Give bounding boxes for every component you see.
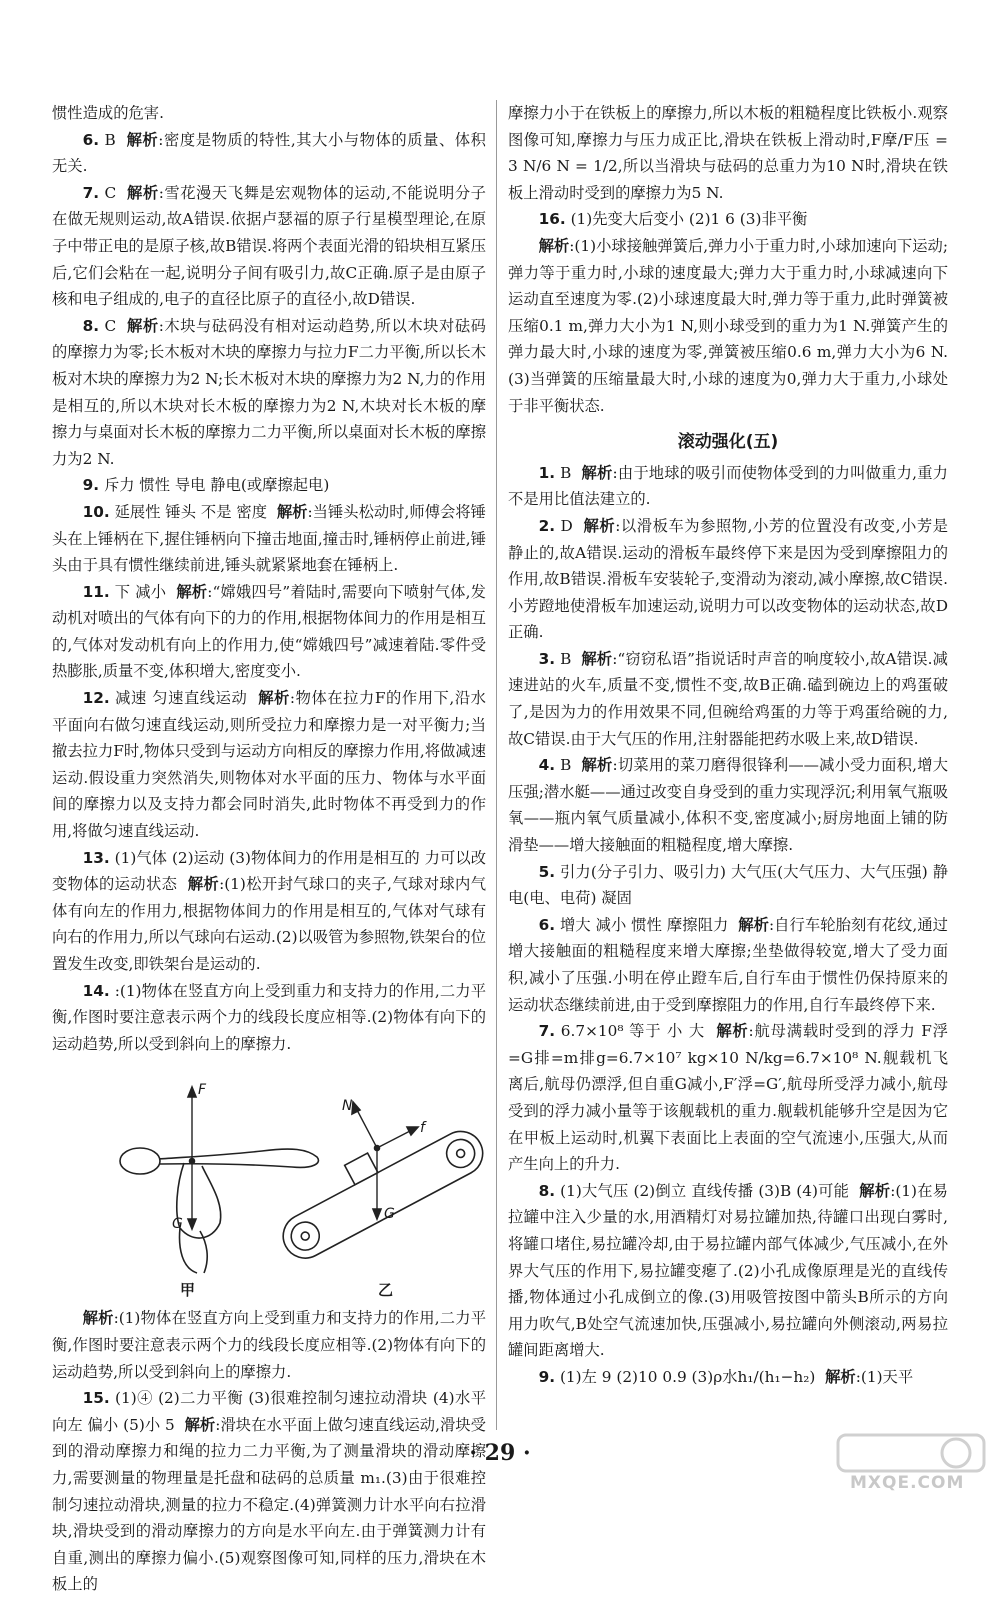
force-label-f: f: [420, 1120, 425, 1137]
force-diagram-figure: [52, 1063, 486, 1303]
right-column: [508, 100, 948, 1391]
page-number: · 29 ·: [469, 1440, 531, 1466]
answer-13: 13. (1)气体 (2)运动 (3)物体间力的作用是相互的 力可以改变物体的运动状态 解析:(1)松开封气球口的夹子,气球对球内气体有向左的作用力,根据物体间力的作用是相互的,气体对气球有向右的作用力,所以气球向右运动.(2)以吸管为参照物,铁架台的位置发生改变,即铁架台是运动的.: [52, 848, 486, 973]
force-label-F: F: [198, 1082, 207, 1099]
review-answer-5: 5. 引力(分子引力、吸引力) 大气压(大气压力、大气压强) 静电(电、电荷) 凝固: [508, 862, 948, 908]
force-diagrams-svg: [52, 1063, 486, 1303]
figure-caption-jia: 甲: [180, 1281, 196, 1300]
answer-16-analysis: 解析:(1)小球接触弹簧后,弹力小于重力时,小球加速向下运动;弹力等于重力时,小球的速度最大;弹力大于重力时,小球减速向下运动直至速度为零.(2)小球速度最大时,弹力等于重力,此时弹簧被压缩0.1 m,弹力大小为1 N,则小球受到的重力为1 N.弹簧产生的弹力最大时,小球的速度为零,弹簧被压缩0.6 m,弹力大小为6 N.(3)当弹簧的压缩量最大时,小球的速度为0,弹力大于重力,小球处于非平衡状态.: [508, 236, 948, 415]
paragraph: 惯性造成的危害.: [52, 104, 164, 122]
answer-11: 11. 下 减小 解析:“嫦娥四号”着陆时,需要向下喷射气体,发动机对喷出的气体有向下的力的作用,根据物体间力的作用是相互的,气体对发动机有向上的作用力,使“嫦娥四号”减速着陆.零件受热膨胀,质量不变,体积增大,密度变小.: [52, 582, 486, 681]
answer-16: 16. (1)先变大后变小 (2)1 6 (3)非平衡: [538, 210, 808, 229]
spoon-diagram: [120, 1087, 318, 1273]
fraction-formula: F摩/F压 = 3 N/6 N = 1/2: [508, 130, 948, 176]
review-answer-1: 1. B 解析:由于地球的吸引而使物体受到的力叫做重力,重力不是用比值法建立的.: [508, 463, 948, 509]
force-label-N: N: [342, 1098, 353, 1115]
left-column: [52, 100, 486, 1598]
paragraph: 摩擦力小于在铁板上的摩擦力,所以木板的粗糙程度比铁板小.观察图像可知,摩擦力与压力成正比,滑块在铁板上滑动时,F摩/F压 = 3 N/6 N = 1/2,所以当滑块与砝码的总重力为10 N时,滑块在铁板上滑动时受到的摩擦力为5 N.: [508, 104, 948, 202]
review-answer-8: 8. (1)大气压 (2)倒立 直线传播 (3)B (4)可能 解析:(1)在易拉罐中注入少量的水,用酒精灯对易拉罐加热,待罐口出现白雾时,将罐口堵住,易拉罐冷却,由于易拉罐内部气体减少,气压减小,在外界大气压的作用下,易拉罐变瘪了.(2)小孔成像原理是光的直线传播,物体通过小孔成倒立的像.(3)用吸管按图中箭头B所示的方向用力吹气,B处空气流速加快,压强减小,易拉罐向外侧滚动,两易拉罐间距离增大.: [508, 1181, 948, 1360]
review-answer-3: 3. B 解析:“窃窃私语”指说话时声音的响度较小,故A错误.减速进站的火车,质量不变,惯性不变,故B正确.磕到碗边上的鸡蛋破了,是因为力的作用效果不同,但碗给鸡蛋的力等于鸡蛋给碗的力,故C错误.由于大气压的作用,注射器能把药水吸上来,故D错误.: [508, 649, 948, 748]
section-title: 滚动强化(五): [677, 432, 779, 453]
review-answer-7: 7. 6.7×10⁸ 等于 小 大 解析:航母满载时受到的浮力 F浮=G排=m排g=6.7×10⁷ kg×10 N/kg=6.7×10⁸ N.舰载机飞离后,航母仍漂浮,但自重G减小,F′浮=G′,航母所受浮力减小,航母受到的浮力减小量等于该舰载机的重力.舰载机能够升空是因为它在甲板上运动时,机翼下表面比上表面的空气流速小,压强大,从而产生向上的升力.: [508, 1022, 948, 1174]
force-label-G-2: G: [384, 1206, 395, 1223]
watermark-logo: [836, 1431, 986, 1501]
review-answer-6: 6. 增大 减小 惯性 摩擦阻力 解析:自行车轮胎刻有花纹,通过增大接触面的粗糙程度来增大摩擦;坐垫做得较宽,增大了受力面积,减小了压强.小明在停止蹬车后,自行车由于惯性仍保持原来的运动状态继续前进,由于受到摩擦阻力的作用,自行车最终停下来.: [508, 915, 948, 1014]
answer-14-analysis: 解析:(1)物体在竖直方向上受到重力和支持力的作用,二力平衡,作图时要注意表示两个力的线段长度应相等.(2)物体有向下的运动趋势,所以受到斜向上的摩擦力.: [52, 1309, 486, 1381]
answer-10: 10. 延展性 锤头 不是 密度 解析:当锤头松动时,师傅会将锤头在上锤柄在下,握住锤柄向下撞击地面,撞击时,锤柄停止前进,锤头由于具有惯性继续前进,锤头就紧紧地套在锤柄上.: [52, 502, 486, 575]
force-label-G: G: [172, 1216, 183, 1233]
column-divider: [496, 100, 497, 1430]
review-answer-2: 2. D 解析:以滑板车为参照物,小芳的位置没有改变,小芳是静止的,故A错误.运动的滑板车最终停下来是因为受到摩擦阻力的作用,故B错误.滑板车安装轮子,变滑动为滚动,减小摩擦,故C错误.小芳蹬地使滑板车加速运动,说明力可以改变物体的运动状态,故D正确.: [508, 516, 948, 642]
review-answer-9: 9. (1)左 9 (2)10 0.9 (3)ρ水h₁/(h₁−h₂) 解析:(1)天平: [538, 1367, 914, 1386]
answer-8: 8. C 解析:木块与砝码没有相对运动趋势,所以木块对砝码的摩擦力为零;长木板对木块的摩擦力与拉力F二力平衡,所以长木板对木块的摩擦力为2 N;长木板对木块的摩擦力为2 N,力的作用是相互的,所以木块对长木板的摩擦力为2 N,木块对长木板的摩擦力与桌面对长木板的摩擦力二力平衡,所以桌面对长木板的摩擦力为2 N.: [52, 316, 486, 468]
review-answer-4: 4. B 解析:切菜用的菜刀磨得很锋利——减小受力面积,增大压强;潜水艇——通过改变自身受到的重力实现浮沉;利用氧气瓶吸氧——瓶内氧气质量减小,体积不变,密度减小;厨房地面上铺的防滑垫——增大接触面的粗糙程度,增大摩擦.: [508, 756, 948, 855]
figure-caption-yi: 乙: [378, 1281, 394, 1300]
watermark-logo-icon: [836, 1431, 986, 1475]
answer-9: 9. 斥力 惯性 导电 静电(或摩擦起电): [82, 476, 330, 495]
conveyor-diagram: [265, 1102, 486, 1266]
watermark-site: MXQE.COM: [850, 1473, 965, 1493]
answer-6: 6. B 解析:密度是物质的特性,其大小与物体的质量、体积无关.: [52, 130, 486, 176]
answer-15: 15. (1)④ (2)二力平衡 (3)很难控制匀速拉动滑块 (4)水平向左 偏小 (5)小 5 解析:滑块在水平面上做匀速直线运动,滑块受到的滑动摩擦力和绳的拉力二力平衡,为了测量滑块的滑动摩擦力,需要测量的物理量是托盘和砝码的总质量 m₁.(3)由于很难控制匀速拉动滑块,测量的拉力不稳定.(4)弹簧测力计水平向右拉滑块,滑块受到的滑动摩擦力的方向是水平向左.由于弹簧测力计有自重,测出的摩擦力偏小.(5)观察图像可知,同样的压力,滑块在木板上的: [52, 1389, 486, 1594]
answer-7: 7. C 解析:雪花漫天飞舞是宏观物体的运动,不能说明分子在做无规则运动,故A错误.依据卢瑟福的原子行星模型理论,在原子中带正电的是原子核,故B错误.将两个表面光滑的铅块相互紧压后,它们会粘在一起,说明分子间有吸引力,故C正确.原子是由原子核和电子组成的,电子的直径比原子的直径小,故D错误.: [52, 183, 486, 309]
answer-14: 14. :(1)物体在竖直方向上受到重力和支持力的作用,二力平衡,作图时要注意表示两个力的线段长度应相等.(2)物体有向下的运动趋势,所以受到斜向上的摩擦力.: [52, 981, 486, 1053]
answer-12: 12. 减速 匀速直线运动 解析:物体在拉力F的作用下,沿水平面向右做匀速直线运动,则所受拉力和摩擦力是一对平衡力;当撤去拉力F时,物体只受到与运动方向相反的摩擦力作用,将做减速运动.假设重力突然消失,则物体对水平面的压力、物体与水平面间的摩擦力以及支持力都会同时消失,此时物体不再受到力的作用,将做匀速直线运动.: [52, 689, 486, 841]
